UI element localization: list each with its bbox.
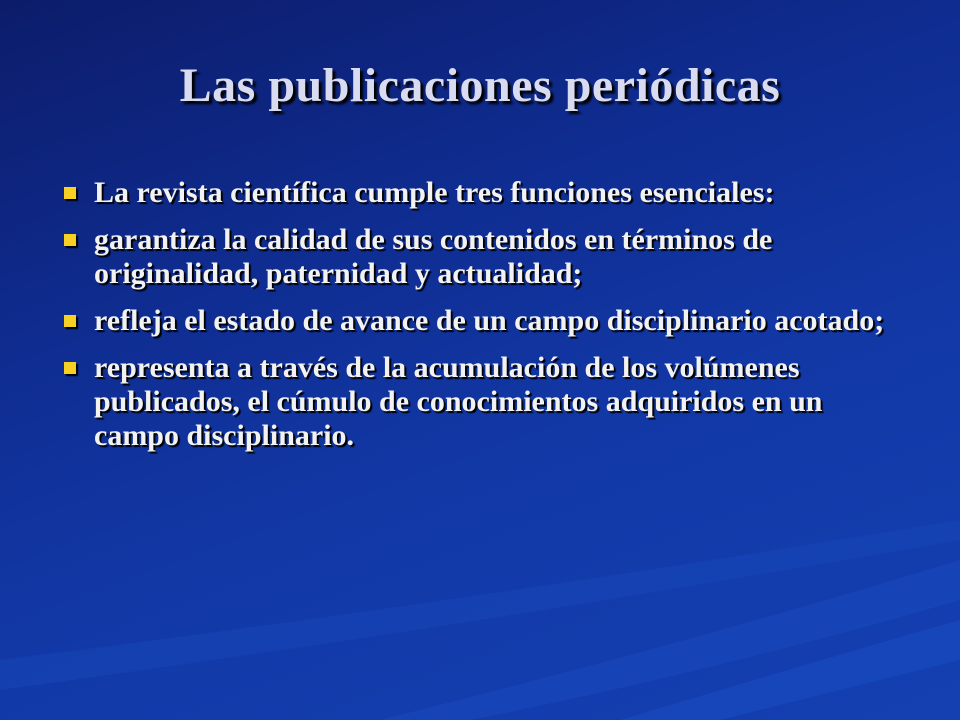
bullet-item — [60, 351, 900, 453]
bullet-text: representa a través de la acumulación de los volúmenes publicados, el cúmulo de conocimientos adquiridos en un campo disciplinario. — [94, 351, 823, 452]
bullet-item — [60, 176, 900, 210]
bullet-text: garantiza la calidad de sus contenidos en términos de originalidad, paternidad y actualidad; — [94, 223, 773, 290]
bullet-text: La revista científica cumple tres funciones esenciales: — [94, 176, 775, 209]
square-bullet-icon — [64, 187, 76, 199]
bullet-item — [60, 223, 900, 291]
slide-title: Las publicaciones periódicas — [179, 59, 781, 112]
bullet-list — [60, 176, 900, 466]
bullet-text: refleja el estado de avance de un campo disciplinario acotado; — [94, 304, 885, 337]
square-bullet-icon — [64, 315, 76, 327]
square-bullet-icon — [64, 362, 76, 374]
square-bullet-icon — [64, 234, 76, 246]
bullet-item — [60, 304, 900, 338]
